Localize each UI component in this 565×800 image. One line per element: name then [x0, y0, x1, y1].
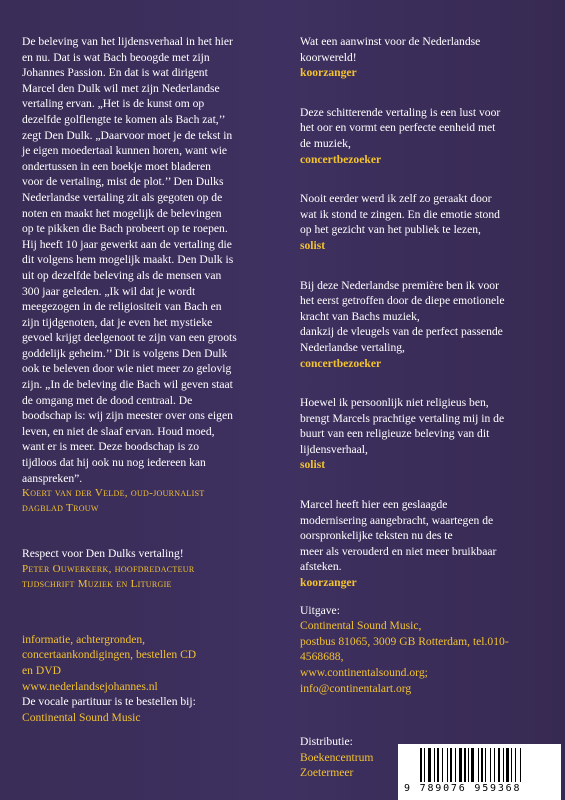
testimonial-line: afsteken.	[300, 560, 342, 574]
info-line: De vocale partituur is te bestellen bij:	[22, 695, 196, 709]
testimonial-line: kracht van Bachs muziek,	[300, 309, 420, 323]
barcode-bar	[498, 748, 500, 782]
review-line: op te pikken die Bach probeert op te roepen.	[22, 222, 228, 236]
testimonial-line: Nederlandse vertaling,	[300, 340, 405, 354]
testimonial-role: koorzanger	[300, 576, 357, 590]
testimonial-role: solist	[300, 458, 326, 472]
barcode-bar	[520, 748, 521, 782]
barcode-bars	[420, 748, 550, 782]
testimonial-line: modernisering aangebracht, waartegen de	[300, 513, 494, 527]
review-line: De beleving van het lijdensverhaal in het hier	[22, 35, 233, 48]
review-line: want er is meer. Deze boodschap is zo	[22, 440, 200, 454]
publisher-block	[300, 603, 555, 697]
barcode	[398, 744, 561, 800]
review-line: ondertussen in een boekje moet bladeren	[22, 159, 211, 173]
review-line: Johannes Passion. En dat is wat dirigent	[22, 66, 208, 80]
publisher-line: 4568688,	[300, 650, 344, 664]
testimonial-line: koorwereld!	[300, 50, 357, 64]
testimonial-role: concertbezoeker	[300, 356, 382, 370]
review-line: leven, en niet de slaaf ervan. Houd moed,	[22, 424, 215, 438]
review-line: vertaling ervan. „Het is de kunst om op	[22, 97, 205, 111]
testimonial-line: brengt Marcels prachtige vertaling mij in de	[300, 411, 505, 425]
info-line: Continental Sound Music	[22, 710, 141, 724]
testimonial-line: Hoewel ik persoonlijk niet religieus ben,	[300, 396, 489, 410]
info-line: informatie, achtergronden,	[22, 632, 146, 646]
review-line: dit volgens hem mogelijk maakt. Den Dulk is	[22, 253, 234, 267]
email-link[interactable]: info@continentalart.org	[300, 681, 412, 695]
right-column	[300, 34, 555, 781]
testimonial-line: het oor en vormt een perfecte eenheid met	[300, 121, 496, 135]
testimonial-line: wat ik stond te zingen. En die emotie stond	[300, 207, 500, 221]
testimonial-role: concertbezoeker	[300, 152, 382, 166]
review-author-line: dagblad Trouw	[22, 502, 99, 515]
review-line: ook te beleven door wie niet meer zo gelovig	[22, 362, 232, 376]
review-line: je eigen moedertaal kunnen horen, want wie	[22, 144, 228, 158]
publisher-label: Uitgave:	[300, 603, 340, 617]
barcode-bar	[420, 748, 422, 782]
website-link[interactable]: www.nederlandsejohannes.nl	[22, 679, 158, 693]
testimonial-line: Bij deze Nederlandse première ben ik voor	[300, 278, 499, 292]
distribution-line: Zoetermeer	[300, 766, 354, 780]
barcode-bar	[468, 748, 469, 782]
review-author-line: Koert van der Velde, oud-journalist	[22, 487, 205, 500]
review-author	[22, 486, 284, 516]
review-line: boodschap is: wij zijn meester over ons eigen	[22, 409, 233, 423]
review-line: goddelijk geheim.’’ Dit is volgens Den Dulk	[22, 346, 228, 360]
testimonial-line: lijdensverhaal,	[300, 442, 368, 456]
testimonial-line: oorspronkelijke teksten nu des te	[300, 529, 453, 543]
testimonial-line: Nooit eerder werd ik zelf zo geraakt door	[300, 192, 492, 206]
review-line: Hij heeft 10 jaar gewerkt aan de vertaling die	[22, 237, 232, 251]
review-line: gevoel krijgt deelgenoot te zijn van een groots	[22, 331, 237, 345]
testimonial-line: buurt van een religieuze beleving van dit	[300, 427, 490, 441]
testimonial-line: dankzij de vleugels van de perfect passende	[300, 325, 503, 339]
review-line: 300 jaar geleden. „Ik wil dat je wordt	[22, 284, 196, 298]
review-line: Nederlandse vertaling zit als gegoten op de	[22, 190, 223, 204]
barcode-bar	[450, 748, 452, 782]
barcode-bar	[428, 748, 431, 782]
barcode-bar	[503, 748, 504, 782]
review-line: tijdloos dat hij ook nu nog iedereen kan	[22, 456, 206, 470]
barcode-bar	[455, 748, 456, 782]
testimonial-line: het eerst getroffen door de diepe emotionele	[300, 294, 505, 308]
testimonial-line: op het gezicht van het publiek te lezen,	[300, 223, 481, 237]
testimonial	[300, 105, 555, 167]
respect-line: Respect voor Den Dulks vertaling!	[22, 547, 184, 561]
barcode-bar	[434, 748, 435, 782]
info-line: concertaankondigingen, bestellen CD	[22, 648, 197, 662]
website-link[interactable]: www.continentalsound.org;	[300, 666, 428, 679]
review-line: meegezogen in de religiositeit van Bach en	[22, 300, 222, 314]
barcode-bar	[481, 748, 483, 782]
testimonial	[300, 278, 555, 372]
publisher-line: Continental Sound Music,	[300, 619, 422, 633]
barcode-bar	[459, 748, 462, 782]
testimonial-line: de muziek,	[300, 136, 351, 150]
review-line: Marcel den Dulk wil met zijn Nederlandse	[22, 81, 220, 95]
review-line: zijn. „In de beleving die Bach wil geven staat	[22, 378, 233, 392]
review-line: zegt Den Dulk. „Daarvoor moet je de tekst in	[22, 128, 233, 142]
review-line: zijn tijdgenoten, dat je even het mystieke	[22, 315, 213, 329]
testimonial	[300, 497, 555, 591]
testimonial	[300, 34, 555, 81]
distribution-line: Boekencentrum	[300, 750, 374, 764]
barcode-bar	[485, 748, 486, 782]
testimonial-line: Deze schitterende vertaling is een lust voor	[300, 105, 501, 119]
testimonial-line: meer als verouderd en niet meer bruikbaar	[300, 544, 497, 558]
info-block	[22, 632, 284, 726]
review-line: noten en maakt het mogelijk de belevingen	[22, 206, 222, 220]
barcode-digits: 9 789076 959368	[404, 783, 522, 794]
left-column	[22, 34, 284, 725]
quotes	[300, 34, 555, 591]
review-line: dezelfde golflengte te komen als Bach zat,’’	[22, 112, 226, 126]
info-line: en DVD	[22, 664, 61, 677]
barcode-bar	[506, 748, 509, 782]
testimonial-line: Marcel heeft hier een geslaagde	[300, 498, 448, 512]
barcode-bar	[494, 748, 495, 782]
respect-author-line: Peter Ouwerkerk, hoofdredacteur	[22, 562, 195, 575]
review-line: voor de vertaling, mist de plot.’’ Den Dulks	[22, 175, 224, 189]
testimonial-line: Wat een aanwinst voor de Nederlandse	[300, 35, 481, 48]
testimonial	[300, 191, 555, 253]
testimonial-role: solist	[300, 238, 326, 252]
barcode-bar	[478, 748, 479, 782]
barcode-bar	[464, 748, 466, 782]
barcode-bar	[515, 748, 516, 782]
review-line: uit op dezelfde beleving als de mensen van	[22, 268, 222, 282]
review-line: aanspreken”.	[22, 471, 83, 485]
review-line: de omgang met de dood centraal. De	[22, 393, 193, 407]
testimonial-role: koorzanger	[300, 66, 357, 80]
barcode-bar	[447, 748, 448, 782]
respect-author-line: tijdschrift Muziek en Liturgie	[22, 577, 172, 590]
review-line: en nu. Dat is wat Bach beoogde met zijn	[22, 50, 210, 64]
respect-author	[22, 562, 284, 592]
distribution-label: Distributie:	[300, 735, 353, 749]
barcode-bar	[424, 748, 425, 782]
barcode-bar	[437, 748, 439, 782]
barcode-bar	[471, 748, 474, 782]
publisher-line: postbus 81065, 3009 GB Rotterdam, tel.010-	[300, 634, 509, 648]
testimonial	[300, 395, 555, 473]
review-text	[22, 34, 284, 486]
barcode-bar	[490, 748, 491, 782]
barcode-bar	[511, 748, 512, 782]
barcode-bar	[442, 748, 443, 782]
